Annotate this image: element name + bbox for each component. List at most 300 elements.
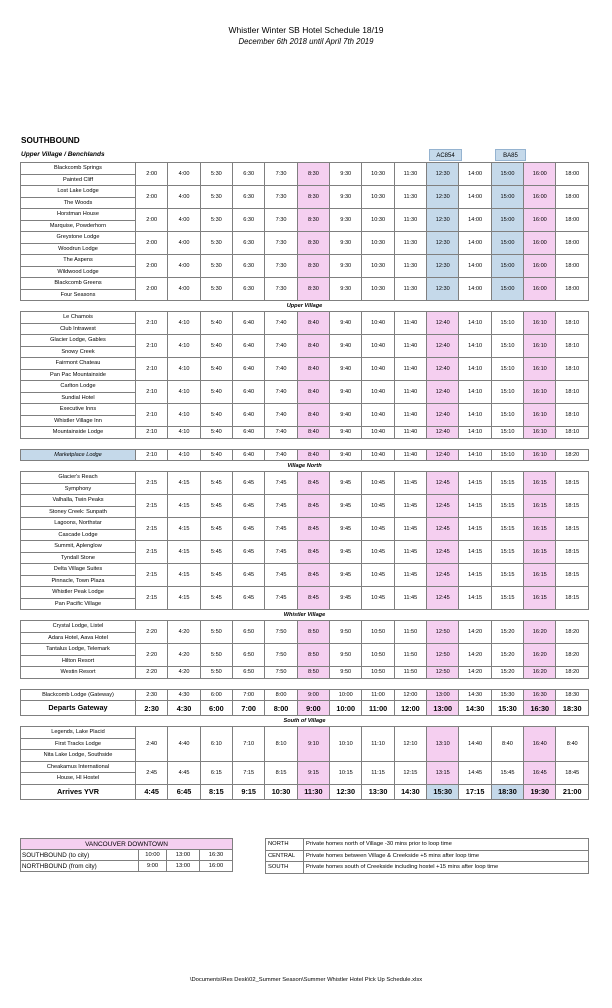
departure-time: 8:30 — [297, 255, 329, 278]
departure-time: 10:00 — [330, 689, 362, 701]
stop-name-cell — [21, 587, 136, 610]
departure-time: 18:20 — [556, 667, 589, 679]
vancouver-direction: SOUTHBOUND (to city) — [21, 850, 139, 861]
departure-time: 15:10 — [491, 449, 523, 461]
stop-name-cell — [21, 727, 136, 762]
schedule-row — [21, 255, 589, 278]
departure-time: 18:30 — [556, 689, 589, 701]
departure-time: 8:45 — [297, 587, 329, 610]
departure-time: 5:50 — [200, 621, 232, 644]
departure-time: 5:30 — [200, 163, 232, 186]
departure-time: 2:15 — [136, 541, 168, 564]
departure-time: 10:50 — [362, 667, 394, 679]
departure-time: 4:10 — [168, 381, 200, 404]
departure-time: 7:30 — [265, 255, 297, 278]
stop-name: The Aspens — [63, 257, 93, 263]
departure-time: 10:45 — [362, 541, 394, 564]
departure-time: 15:30 — [427, 784, 459, 799]
schedule-row — [21, 278, 589, 301]
departure-time: 15:20 — [491, 644, 523, 667]
departure-time: 4:15 — [168, 472, 200, 495]
departure-time: 18:20 — [556, 644, 589, 667]
departure-time: 9:50 — [330, 644, 362, 667]
departure-time: 10:40 — [362, 381, 394, 404]
departure-time: 2:00 — [136, 163, 168, 186]
departure-time: 8:40 — [297, 404, 329, 427]
departure-time: 5:45 — [200, 587, 232, 610]
vancouver-time: 16:30 — [200, 850, 233, 861]
departure-time: 8:10 — [265, 727, 297, 762]
stop-name: Snowy Creek — [21, 346, 135, 358]
departure-time: 11:30 — [394, 209, 426, 232]
departure-time: 2:15 — [136, 564, 168, 587]
departure-time: 14:30 — [459, 701, 491, 716]
spacer — [21, 678, 589, 689]
vancouver-heading: VANCOUVER DOWNTOWN — [21, 839, 233, 850]
departure-time: 6:40 — [233, 381, 265, 404]
departure-time: 11:00 — [362, 701, 394, 716]
departure-time: 12:45 — [427, 472, 459, 495]
departure-time: 8:15 — [200, 784, 232, 799]
departure-time: 4:15 — [168, 518, 200, 541]
vancouver-time: 13:00 — [167, 861, 200, 872]
departure-time: 11:40 — [394, 381, 426, 404]
stop-name: Lagoons, Northstar — [54, 520, 102, 526]
departure-time: 5:50 — [200, 667, 232, 679]
departure-time: 5:40 — [200, 449, 232, 461]
stop-name-cell — [21, 541, 136, 564]
departure-time: 15:15 — [491, 541, 523, 564]
departure-time: 13:15 — [427, 761, 459, 784]
departure-time: 16:00 — [524, 255, 556, 278]
stop-name: Delta Village Suites — [53, 566, 103, 572]
departure-time: 11:30 — [394, 186, 426, 209]
vancouver-time: 13:00 — [167, 850, 200, 861]
departure-time: 18:15 — [556, 541, 589, 564]
departure-time: 14:10 — [459, 335, 491, 358]
departure-time: 11:40 — [394, 335, 426, 358]
departure-time: 11:50 — [394, 644, 426, 667]
departure-time: 8:40 — [297, 381, 329, 404]
schedule-row — [21, 784, 589, 799]
departure-time: 7:50 — [265, 644, 297, 667]
departure-time: 12:30 — [427, 278, 459, 301]
departure-time: 18:20 — [556, 621, 589, 644]
departure-time: 16:10 — [524, 449, 556, 461]
stop-name-cell — [21, 232, 136, 255]
departure-time: 8:30 — [297, 163, 329, 186]
section-label-upper-village-benchlands: Upper Village / Benchlands — [21, 151, 105, 158]
departure-time: 5:40 — [200, 335, 232, 358]
schedule-table — [20, 162, 589, 800]
departure-time: 15:10 — [491, 312, 523, 335]
stop-name-cell — [21, 335, 136, 358]
departure-time: 8:50 — [297, 644, 329, 667]
departure-time: 12:40 — [427, 427, 459, 439]
stop-name: First Tracks Lodge — [21, 738, 135, 750]
southbound-heading: SOUTHBOUND — [21, 136, 80, 145]
departure-time: 16:00 — [524, 278, 556, 301]
departure-time: 7:45 — [265, 518, 297, 541]
departure-time: 6:45 — [233, 541, 265, 564]
departure-time: 4:15 — [168, 587, 200, 610]
stop-name: Le Chamois — [63, 314, 93, 320]
stop-name: Cheakamus International — [46, 763, 110, 770]
departure-time: 4:10 — [168, 427, 200, 439]
vancouver-time: 9:00 — [139, 861, 167, 872]
departure-time: 5:30 — [200, 232, 232, 255]
departure-time: 7:15 — [233, 761, 265, 784]
stop-name: Legends, Lake Placid — [51, 729, 105, 735]
section-label: Whistler Village — [283, 612, 326, 618]
departure-time: 11:10 — [362, 727, 394, 762]
stop-name-cell — [21, 404, 136, 427]
departure-time: 18:15 — [556, 564, 589, 587]
departure-time: 7:40 — [265, 381, 297, 404]
departure-time: 14:15 — [459, 472, 491, 495]
departure-time: 9:40 — [330, 312, 362, 335]
vancouver-time: 16:00 — [200, 861, 233, 872]
departure-time: 8:30 — [297, 278, 329, 301]
departure-time: 6:40 — [233, 449, 265, 461]
stop-name-cell — [21, 495, 136, 518]
schedule-row — [21, 644, 589, 667]
departure-time: 8:45 — [297, 564, 329, 587]
stop-name-cell — [21, 163, 136, 186]
departure-time: 8:30 — [297, 186, 329, 209]
departure-time: 18:10 — [556, 404, 589, 427]
stop-name: Mountainside Lodge — [52, 429, 104, 435]
departure-time: 14:15 — [459, 541, 491, 564]
departure-time: 12:45 — [427, 518, 459, 541]
departure-time: 18:30 — [491, 784, 523, 799]
schedule-row — [21, 427, 589, 439]
departure-time: 5:40 — [200, 358, 232, 381]
departure-time: 5:45 — [200, 472, 232, 495]
departure-time: 2:00 — [136, 186, 168, 209]
departure-time: 6:50 — [233, 667, 265, 679]
departure-time: 9:30 — [330, 255, 362, 278]
departure-time: 2:15 — [136, 495, 168, 518]
departure-time: 6:10 — [200, 727, 232, 762]
stop-name: Painted Cliff — [21, 174, 135, 186]
schedule-row — [21, 404, 589, 427]
private-homes-legend — [265, 838, 589, 874]
departure-time: 4:30 — [168, 701, 200, 716]
departure-time: 11:45 — [394, 564, 426, 587]
departure-time: 12:50 — [427, 667, 459, 679]
legend-row — [266, 862, 589, 874]
departure-time: 10:40 — [362, 427, 394, 439]
legend-zone: SOUTH — [266, 862, 304, 874]
departure-time: 15:00 — [491, 186, 523, 209]
departure-time: 8:40 — [491, 727, 523, 762]
stop-name: Glacier's Reach — [58, 474, 98, 480]
departure-time: 11:45 — [394, 472, 426, 495]
departure-time: 12:45 — [427, 541, 459, 564]
stop-name: Pan Pacific Village — [21, 598, 135, 610]
departure-time: 7:45 — [265, 472, 297, 495]
departure-time: 16:10 — [524, 335, 556, 358]
departure-time: 10:40 — [362, 404, 394, 427]
departure-time: 5:30 — [200, 278, 232, 301]
departure-time: 4:00 — [168, 255, 200, 278]
departure-time: 10:40 — [362, 312, 394, 335]
departure-time: 16:15 — [524, 518, 556, 541]
departure-time: 4:10 — [168, 335, 200, 358]
departure-time: 9:30 — [330, 186, 362, 209]
departure-time: 18:00 — [556, 209, 589, 232]
stop-name: Horstman House — [57, 211, 99, 217]
departure-time: 16:30 — [524, 689, 556, 701]
departure-time: 15:10 — [491, 381, 523, 404]
stop-name: Marketplace Lodge — [54, 451, 102, 458]
stop-name: Summit, Aplenglow — [54, 543, 102, 549]
departure-time: 14:10 — [459, 358, 491, 381]
stop-name-cell — [21, 472, 136, 495]
departure-time: 15:00 — [491, 278, 523, 301]
departure-time: 2:10 — [136, 427, 168, 439]
departure-time: 9:45 — [330, 541, 362, 564]
stop-name: Four Seasons — [21, 289, 135, 301]
departure-time: 12:50 — [427, 644, 459, 667]
stop-name: Nita Lake Lodge, Southside — [21, 749, 135, 761]
departure-time: 11:50 — [394, 621, 426, 644]
stop-name: Pan Pac Mountainside — [21, 369, 135, 381]
stop-name-cell — [21, 186, 136, 209]
departure-time: 2:10 — [136, 381, 168, 404]
stop-name: Hilton Resort — [21, 655, 135, 667]
departure-time: 4:10 — [168, 358, 200, 381]
departure-time: 7:30 — [265, 209, 297, 232]
departure-time: 2:20 — [136, 667, 168, 679]
section-label: South of Village — [283, 718, 326, 724]
departure-time: 16:00 — [524, 209, 556, 232]
flight-badge-ba85: BA85 — [495, 149, 526, 161]
page-title: Whistler Winter SB Hotel Schedule 18/19 — [228, 25, 384, 35]
departure-time: 11:30 — [394, 163, 426, 186]
departure-time: 2:30 — [136, 701, 168, 716]
departure-time: 7:45 — [265, 587, 297, 610]
departure-time: 18:30 — [556, 701, 589, 716]
departure-time: 4:10 — [168, 312, 200, 335]
departure-time: 6:45 — [233, 518, 265, 541]
schedule-row — [21, 701, 589, 716]
stop-name: Westin Resort — [60, 669, 96, 675]
departure-time: 15:00 — [491, 255, 523, 278]
departure-time: 5:45 — [200, 564, 232, 587]
departure-time: 14:00 — [459, 186, 491, 209]
departure-time: 15:00 — [491, 232, 523, 255]
departure-time: 5:30 — [200, 209, 232, 232]
departure-time: 16:10 — [524, 427, 556, 439]
stop-name: Blackcomb Springs — [54, 165, 102, 171]
departure-time: 18:15 — [556, 587, 589, 610]
departure-time: 14:10 — [459, 381, 491, 404]
departure-time: 9:45 — [330, 587, 362, 610]
stop-name-cell — [21, 667, 136, 679]
departure-time: 16:30 — [524, 701, 556, 716]
departure-time: 12:30 — [427, 232, 459, 255]
stop-name: Wildwood Lodge — [21, 266, 135, 278]
departure-time: 2:20 — [136, 621, 168, 644]
stop-name: Blackcomb Greens — [54, 280, 102, 286]
departure-time: 4:30 — [168, 689, 200, 701]
departure-time: 18:00 — [556, 255, 589, 278]
departure-time: 9:15 — [233, 784, 265, 799]
schedule-row — [21, 621, 589, 644]
stop-name-cell — [21, 358, 136, 381]
departure-time: 14:45 — [459, 761, 491, 784]
departure-time: 18:15 — [556, 495, 589, 518]
departure-time: 7:30 — [265, 163, 297, 186]
vancouver-time: 10:00 — [139, 850, 167, 861]
departure-time: 16:15 — [524, 587, 556, 610]
schedule-row — [21, 472, 589, 495]
stop-name-cell — [21, 255, 136, 278]
departure-time: 6:40 — [233, 427, 265, 439]
vancouver-downtown-table — [20, 838, 233, 872]
departure-time: 14:30 — [459, 689, 491, 701]
schedule-row — [21, 312, 589, 335]
departure-time: 16:20 — [524, 621, 556, 644]
stop-name-cell — [21, 381, 136, 404]
departure-time: 10:30 — [362, 163, 394, 186]
departure-time: 9:45 — [330, 495, 362, 518]
departure-time: 7:45 — [265, 495, 297, 518]
departure-time: 14:20 — [459, 621, 491, 644]
departure-time: 9:40 — [330, 358, 362, 381]
departure-time: 11:45 — [394, 541, 426, 564]
departure-time: 5:40 — [200, 427, 232, 439]
departure-time: 8:40 — [297, 312, 329, 335]
departure-time: 5:40 — [200, 381, 232, 404]
stop-name: Greystone Lodge — [56, 234, 100, 240]
departure-time: 2:10 — [136, 449, 168, 461]
departure-time: 9:45 — [330, 518, 362, 541]
departure-time: 16:20 — [524, 644, 556, 667]
legend-text: Private homes south of Creekside including hostel +15 mins after loop time — [304, 862, 589, 874]
departure-time: 11:30 — [394, 255, 426, 278]
departure-time: 7:10 — [233, 727, 265, 762]
departure-time: 6:40 — [233, 358, 265, 381]
section-label: Village North — [287, 463, 322, 469]
departure-time: 15:10 — [491, 358, 523, 381]
departure-time: 6:00 — [200, 689, 232, 701]
departure-time: 14:00 — [459, 163, 491, 186]
stop-name: Lost Lake Lodge — [57, 188, 99, 194]
departure-time: 15:20 — [491, 667, 523, 679]
departure-time: 13:10 — [427, 727, 459, 762]
departure-time: 9:50 — [330, 621, 362, 644]
departure-time: 18:00 — [556, 232, 589, 255]
departure-time: 8:50 — [297, 621, 329, 644]
departure-time: 10:45 — [362, 472, 394, 495]
departure-time: 2:45 — [136, 761, 168, 784]
departure-time: 9:40 — [330, 381, 362, 404]
stop-name-cell — [21, 689, 136, 701]
departure-time: 15:45 — [491, 761, 523, 784]
legend-row — [266, 850, 589, 862]
departure-time: 19:30 — [524, 784, 556, 799]
departure-time: 8:15 — [265, 761, 297, 784]
departure-time: 9:40 — [330, 335, 362, 358]
departure-time: 10:50 — [362, 644, 394, 667]
departure-time: 16:00 — [524, 186, 556, 209]
departure-time: 6:40 — [233, 312, 265, 335]
legend-row — [266, 839, 589, 851]
departure-time: 16:15 — [524, 564, 556, 587]
departure-time: 7:50 — [265, 667, 297, 679]
stop-name-cell — [21, 621, 136, 644]
departure-time: 12:30 — [427, 255, 459, 278]
legend-text: Private homes north of Village -30 mins prior to loop time — [304, 839, 589, 851]
departure-time: 9:30 — [330, 209, 362, 232]
departure-time: 15:10 — [491, 404, 523, 427]
departure-time: 11:40 — [394, 358, 426, 381]
departure-time: 9:50 — [330, 667, 362, 679]
departure-time: 16:10 — [524, 404, 556, 427]
departure-time: 7:40 — [265, 449, 297, 461]
departure-time: 12:15 — [394, 761, 426, 784]
stop-name: Executive Inns — [59, 406, 97, 412]
departure-time: 9:10 — [297, 727, 329, 762]
departure-time: 10:45 — [362, 518, 394, 541]
departure-time: 8:40 — [297, 449, 329, 461]
departure-time: 8:30 — [297, 209, 329, 232]
departure-time: 7:50 — [265, 621, 297, 644]
departure-time: 5:45 — [200, 541, 232, 564]
departure-time: 14:15 — [459, 564, 491, 587]
departure-time: 15:15 — [491, 495, 523, 518]
departure-time: 10:40 — [362, 358, 394, 381]
departure-time: 14:30 — [394, 784, 426, 799]
departure-time: 15:15 — [491, 518, 523, 541]
departure-time: 15:10 — [491, 335, 523, 358]
stop-name: Tyndall Stone — [21, 552, 135, 564]
departure-time: 15:15 — [491, 587, 523, 610]
departure-time: 5:45 — [200, 518, 232, 541]
departure-time: 18:10 — [556, 335, 589, 358]
departure-time: 14:15 — [459, 518, 491, 541]
stop-name: Valhalla, Twin Peaks — [52, 497, 104, 503]
departure-time: 9:40 — [330, 427, 362, 439]
departure-time: 6:30 — [233, 255, 265, 278]
schedule-row — [21, 358, 589, 381]
departure-time: 4:15 — [168, 541, 200, 564]
departure-time: 4:10 — [168, 404, 200, 427]
schedule-row — [21, 381, 589, 404]
departure-time: 12:45 — [427, 564, 459, 587]
schedule-row — [21, 495, 589, 518]
departure-time: 12:30 — [427, 163, 459, 186]
departure-time: 6:45 — [233, 495, 265, 518]
departure-time: 14:40 — [459, 727, 491, 762]
departure-time: 10:10 — [330, 727, 362, 762]
departure-time: 2:10 — [136, 312, 168, 335]
departure-time: 7:00 — [233, 701, 265, 716]
departure-time: 6:15 — [200, 761, 232, 784]
departure-time: 12:00 — [394, 701, 426, 716]
legend-text: Private homes between Village & Creekside +5 mins after loop time — [304, 850, 589, 862]
departure-time: 18:10 — [556, 312, 589, 335]
departure-time: 4:20 — [168, 644, 200, 667]
departure-time: 11:45 — [394, 518, 426, 541]
departure-time: 11:30 — [394, 278, 426, 301]
departure-time: 15:15 — [491, 472, 523, 495]
departure-time: 12:50 — [427, 621, 459, 644]
departure-time: 12:45 — [427, 495, 459, 518]
